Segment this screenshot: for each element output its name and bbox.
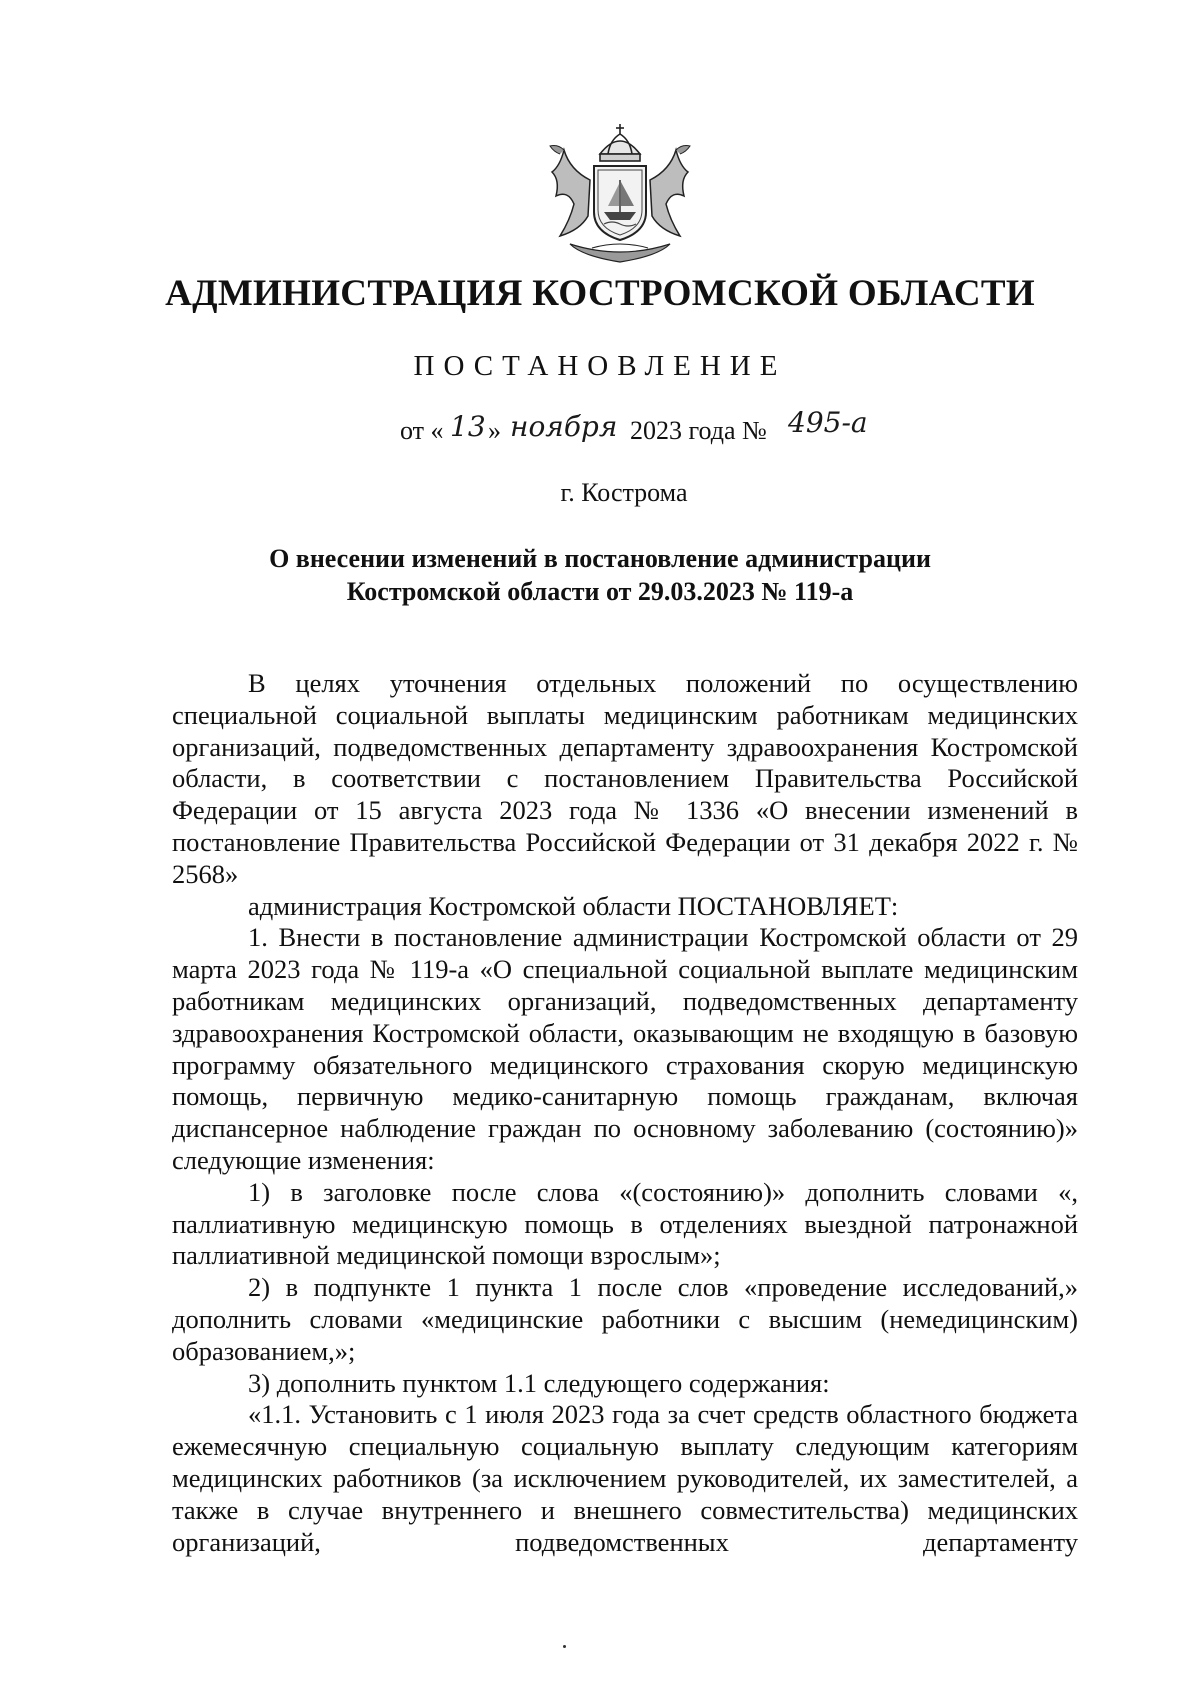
date-number-line bbox=[400, 406, 1000, 460]
date-month: ноября bbox=[510, 410, 618, 443]
document-body bbox=[172, 668, 1078, 1558]
date-day: 13 bbox=[450, 410, 486, 443]
paragraph-item-1-1: «1.1. Установить с 1 июля 2023 года за счет средств областного бюджета ежемесячную специальную социальную выплату следующим категориям медицинских работников (за исключением руководителей, их заместителей, а также в случае внутреннего и внешнего совместительства) медицинских организаций, подведомственных департаменту bbox=[172, 1399, 1078, 1557]
paragraph-subitem-1: 1) в заголовке после слова «(состоянию)» дополнить словами «, паллиативную медицинскую помощь в отделениях выездной патронажной паллиативной медицинской помощи взрослым»; bbox=[172, 1176, 1078, 1271]
date-prefix: от « bbox=[400, 416, 444, 445]
document-title bbox=[175, 542, 1025, 608]
paragraph-item-1: 1. Внести в постановление администрации Костромской области от 29 марта 2023 года № 119-а «О специальной социальной выплате медицинским работникам медицинских организаций, подведомственных департаменту здравоохранения Костромской области, оказывающим не входящую в базовую программу обязательного медицинского страхования скорую медицинскую помощь, первичную медико-санитарную помощь гражданам, включая диспансерное наблюдение граждан по основному заболеванию (состоянию)» следующие изменения: bbox=[172, 922, 1078, 1175]
authority-heading: АДМИНИСТРАЦИЯ КОСТРОМСКОЙ ОБЛАСТИ bbox=[165, 273, 1035, 314]
coat-of-arms-icon bbox=[530, 120, 710, 270]
date-year-label: 2023 года № bbox=[630, 416, 767, 445]
document-type-heading: ПОСТАНОВЛЕНИЕ bbox=[413, 350, 787, 382]
document-number: 495-а bbox=[788, 406, 868, 439]
paragraph-subitem-3: 3) дополнить пунктом 1.1 следующего содержания: bbox=[248, 1367, 830, 1398]
paragraph-subitem-2: 2) в подпункте 1 пункта 1 после слов «проведение исследований,» дополнить словами «медицинские работники с высшим (немедицинским) образованием,»; bbox=[172, 1272, 1078, 1366]
city-line: г. Кострома bbox=[560, 478, 688, 507]
title-line-1: О внесении изменений в постановление администрации bbox=[269, 544, 931, 573]
title-line-2: Костромской области от 29.03.2023 № 119-а bbox=[346, 577, 854, 606]
paragraph-resolves: администрация Костромской области ПОСТАНОВЛЯЕТ: bbox=[248, 890, 899, 921]
date-quote-close: » bbox=[488, 416, 501, 445]
page-speck bbox=[563, 1645, 566, 1648]
paragraph-preamble: В целях уточнения отдельных положений по осуществлению специальной социальной выплаты медицинским работникам медицинских организаций, подведомственных департаменту здравоохранения Костромской области, в соответствии с постановлением Правительства Российской Федерации от 15 августа 2023 года № 1336 «О внесении изменений в постановление Правительства Российской Федерации от 31 декабря 2022 г. № 2568» bbox=[172, 668, 1078, 889]
